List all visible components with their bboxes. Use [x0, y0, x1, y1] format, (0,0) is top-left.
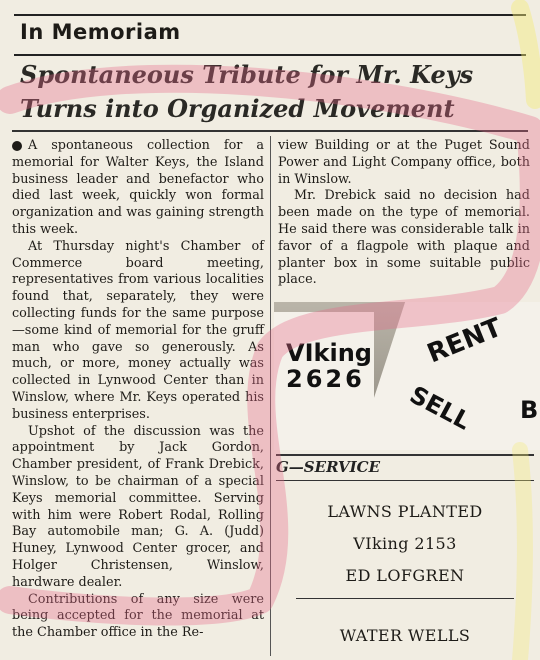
article-right-column: [278, 138, 530, 289]
headline: [20, 58, 520, 126]
ad-word-buy: B: [520, 396, 539, 424]
paragraph-1-text: A spontaneous collection for a memorial for Walter Keys, the Island business leader and benefactor who died last week, quickly won formal organization and was gaining strength this week.: [12, 138, 264, 237]
paragraph-3: Upshot of the discussion was the appointment by Jack Gordon, Chamber president, of Frank Drebick, Winslow, to be chairman of a special Keys memorial committee. Serving with him were Robert Rodal, Rolling Bay automobile man; G. A. (Judd) Huney, Lynwood Center grocer, and Holger Christensen, Winslow, hardware dealer.: [12, 423, 264, 590]
ad-word-sell: SELL: [405, 380, 476, 436]
headline-line-1: Spontaneous Tribute for Mr. Keys: [20, 60, 474, 89]
paragraph-5: view Building or at the Puget Sound Power and Light Company office, both in Winslow.: [278, 138, 530, 187]
paragraph-6: Mr. Drebick said no decision had been made on the type of memorial. He said there was considerable talk in favor of a flagpole with plaque and planter box in some suitable public place.: [278, 188, 530, 288]
service-heading: G—SERVICE: [276, 458, 381, 476]
service-lawns-planted: LAWNS PLANTED: [327, 502, 483, 521]
service-water-wells: WATER WELLS: [339, 626, 471, 645]
real-estate-ad: [274, 302, 540, 450]
service-rule-top: [276, 454, 534, 456]
paragraph-4: Contributions of any size were being accepted for the memorial at the Chamber office in the Re-: [12, 591, 264, 641]
headline-rule: [12, 130, 528, 132]
section-title: In Memoriam: [20, 20, 181, 44]
paragraph-1: [12, 138, 264, 239]
section-header: [14, 14, 526, 56]
ad-phone-name: VIking: [286, 339, 372, 367]
ad-word-rent: RENT: [423, 312, 507, 370]
article-left-column: [12, 138, 264, 642]
ad-phone: [286, 340, 372, 392]
headline-line-2: Turns into Organized Movement: [20, 94, 455, 123]
service-phone: VIking 2153: [353, 534, 457, 553]
service-rule-bottom: [276, 480, 534, 481]
paragraph-2: At Thursday night's Chamber of Commerce board meeting, representatives from various localities found that, separately, they were collecting funds for the same purpose—some kind of memorial for the gruff man who gave so generously. As much, or more, money actually was collected in Lynwood Center than in Winslow, where Mr. Keys operated his business enterprises.: [12, 238, 264, 422]
column-divider: [270, 136, 271, 656]
service-name: ED LOFGREN: [345, 566, 465, 585]
ad-phone-number: 2626: [286, 365, 365, 393]
service-divider: [296, 598, 514, 599]
bullet-icon: [12, 141, 22, 151]
